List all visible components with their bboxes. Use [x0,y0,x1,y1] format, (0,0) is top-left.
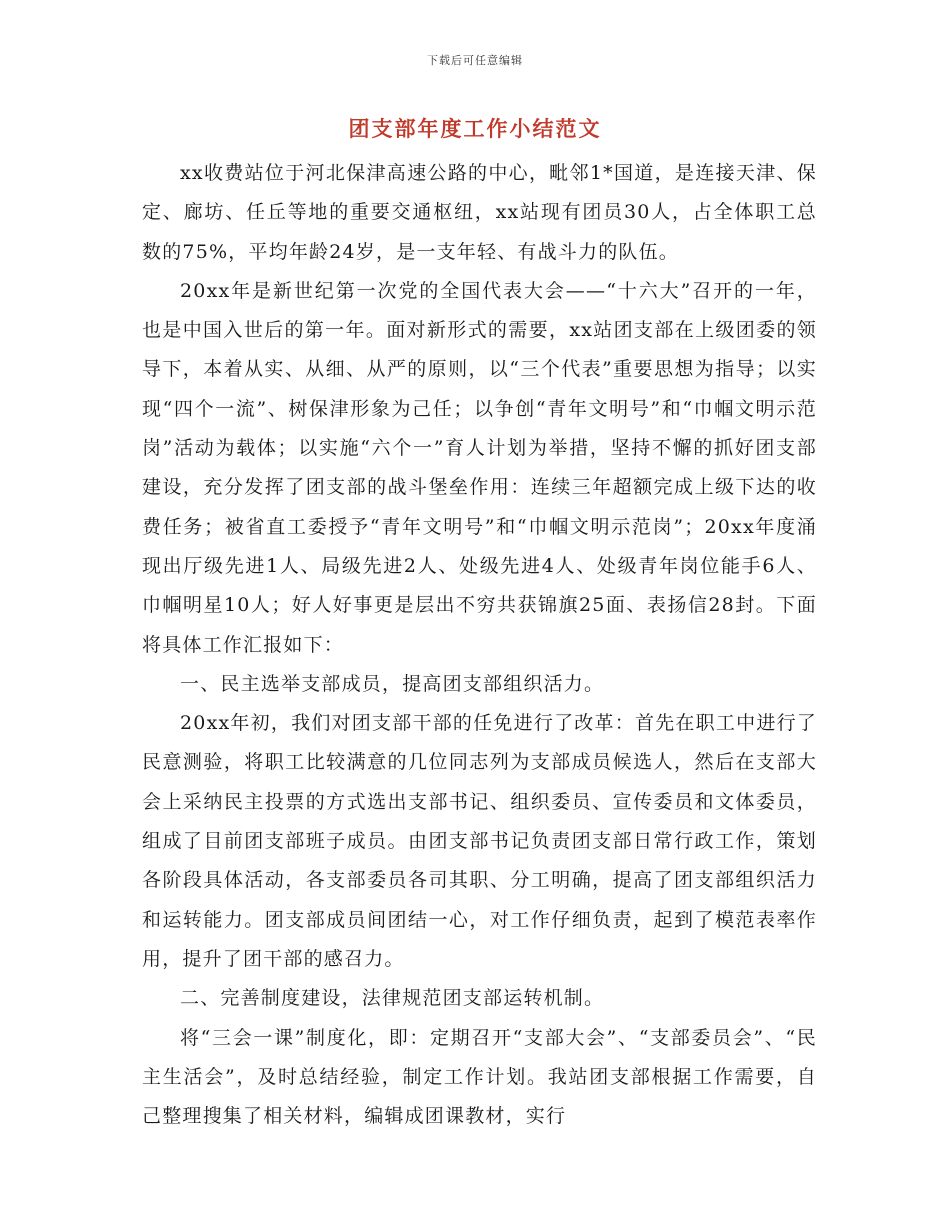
paragraph-section-1: 20xx年初，我们对团支部干部的任免进行了改革：首先在职工中进行了民意测验，将职工比较满意的几位同志列为支部成员候选人，然后在支部大会上采纳民主投票的方式选出支部书记、组织委员、宣传委员和文体委员，组成了目前团支部班子成员。由团支部书记负责团支部日常行政工作，策划各阶段具体活动，各支部委员各司其职、分工明确，提高了团支部组织活力和运转能力。团支部成员间团结一心，对工作仔细负责，起到了模范表率作用，提升了团干部的感召力。 [142,712,817,970]
document-body [142,154,817,1136]
paragraph-overview: 20xx年是新世纪第一次党的全国代表大会——“十六大”召开的一年，也是中国入世后的第一年。面对新形式的需要，xx站团支部在上级团委的领导下，本着从实、从细、从严的原则，以“三个代表”重要思想为指导；以实现“四个一流”、树保津形象为己任；以争创“青年文明号”和“巾帼文明示范岗”活动为载体；以实施“六个一”育人计划为举措，坚持不懈的抓好团支部建设，充分发挥了团支部的战斗堡垒作用：连续三年超额完成上级下达的收费任务；被省直工委授予“青年文明号”和“巾帼文明示范岗”；20xx年度涌现出厅级先进1人、局级先进2人、处级先进4人、处级青年岗位能手6人、巾帼明星10人；好人好事更是层出不穷共获锦旗25面、表扬信28封。下面将具体工作汇报如下： [142,279,817,656]
header-note: 下载后可任意编辑 [427,54,523,67]
section-heading-2: 二、完善制度建设，法律规范团支部运转机制。 [180,987,605,1010]
paragraph-intro: xx收费站位于河北保津高速公路的中心，毗邻1*国道，是连接天津、保定、廊坊、任丘等地的重要交通枢纽，xx站现有团员30人，占全体职工总数的75%，平均年龄24岁，是一支年轻、有战斗力的队伍。 [142,162,817,263]
section-heading-1: 一、民主选举支部成员，提高团支部组织活力。 [180,672,605,695]
paragraph-section-2: 将“三会一课”制度化，即：定期召开“支部大会”、“支部委员会”、“民主生活会”，及时总结经验，制定工作计划。我站团支部根据工作需要，自己整理搜集了相关材料，编辑成团课教材，实行 [142,1026,817,1128]
document-title: 团支部年度工作小结范文 [348,117,602,141]
